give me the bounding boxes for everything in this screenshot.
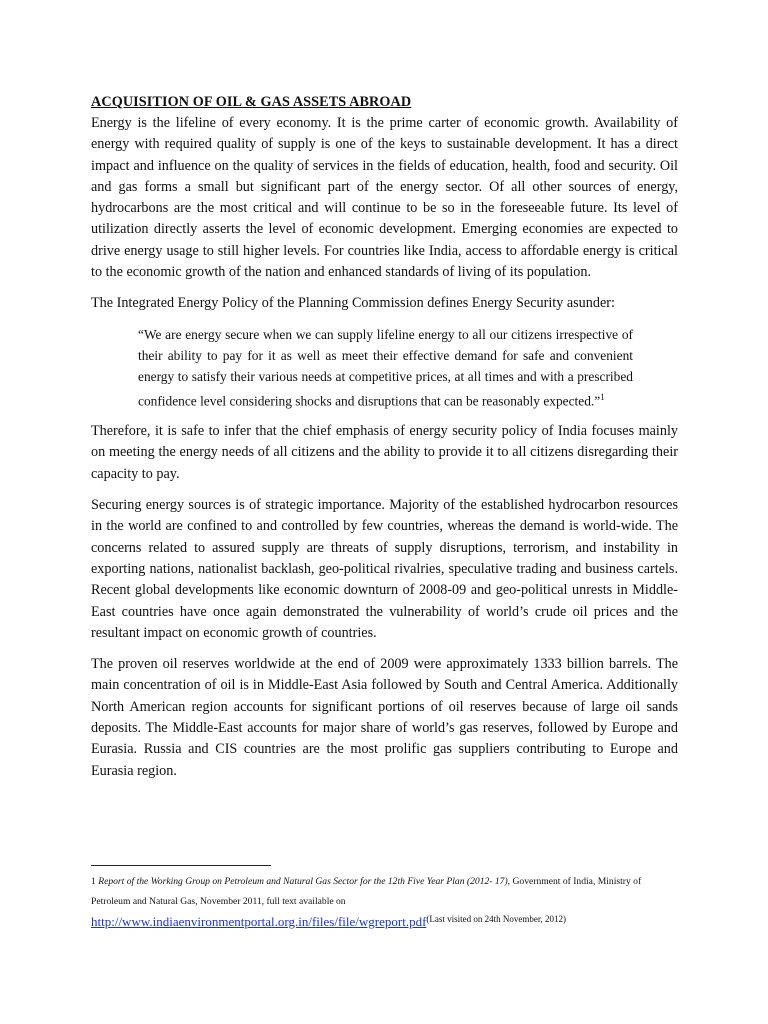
- footnote: [91, 872, 681, 912]
- footnote-text: Government of India, Ministry of Petroleum and Natural Gas, November 2011, full text available on: [91, 876, 642, 907]
- footnote-title: Report of the Working Group on Petroleum and Natural Gas Sector for the 12th Five Year Plan (2012- 17),: [98, 876, 511, 887]
- footnote-link-line: [91, 910, 691, 931]
- footnote-number: 1: [91, 876, 96, 887]
- paragraph-policy-inference: Therefore, it is safe to infer that the chief emphasis of energy security policy of India focuses mainly on meeting the energy needs of all citizens and the ability to provide it to all citizens disregarding their capacity to pay.: [91, 423, 678, 482]
- footnote-divider: [91, 865, 271, 866]
- paragraph-energy-lifeline: Energy is the lifeline of every economy. It is the prime carter of economic growth. Availability of energy with required quality of supply is one of the keys to sustainable development. It has a direct impact and influence on the quality of services in the fields of education, health, food and security. Oil and gas forms a small but significant part of the energy sector. Of all other sources of energy, hydrocarbons are the most critical and will continue to be so in the foreseeable future. Its level of utilization directly asserts the level of economic development. Emerging economies are expected to drive energy usage to still higher levels. For countries like India, access to affordable energy is critical to the economic growth of the nation and enhanced standards of living of its population.: [91, 115, 678, 281]
- energy-security-quote: [138, 324, 633, 411]
- paragraph-strategic-importance: Securing energy sources is of strategic importance. Majority of the established hydrocarbon resources in the world are confined to and controlled by few countries, whereas the demand is world-wide. The concerns related to assured supply are threats of supply disruptions, terrorism, and instability in exporting nations, nationalist backlash, geo-political rivalries, speculative trading and business cartels. Recent global developments like economic downturn of 2008-09 and geo-political unrests in Middle-East countries have once again demonstrated the vulnerability of world’s crude oil prices and the resultant impact on economic growth of countries.: [91, 497, 678, 641]
- paragraph-policy-definition: The Integrated Energy Policy of the Planning Commission defines Energy Security asunder:: [91, 295, 615, 312]
- paragraph-proven-reserves: The proven oil reserves worldwide at the end of 2009 were approximately 1333 billion barrels. The main concentration of oil is in Middle-East Asia followed by South and Central America. Additionally North American region accounts for significant portions of oil reserves because of large oil sands deposits. The Middle-East accounts for major share of world’s gas reserves, followed by Europe and Eurasia. Russia and CIS countries are the most prolific gas suppliers contributing to Europe and Eurasia region.: [91, 656, 678, 779]
- footnote-reference[interactable]: 1: [600, 391, 605, 402]
- document-title: ACQUISITION OF OIL & GAS ASSETS ABROAD: [91, 94, 412, 110]
- document-body: [91, 92, 678, 782]
- footnote-link-note: (Last visited on 24th November, 2012): [426, 914, 567, 924]
- footnote-link[interactable]: http://www.indiaenvironmentportal.org.in/files/file/wgreport.pdf: [91, 914, 427, 929]
- quote-text: “We are energy secure when we can supply lifeline energy to all our citizens irrespective of their ability to pay for it as well as meet their effective demand for safe and convenient energy to satisfy their various needs at competitive prices, at all times and with a prescribed confidence level considering shocks and disruptions that can be reasonably expected.”: [138, 326, 633, 409]
